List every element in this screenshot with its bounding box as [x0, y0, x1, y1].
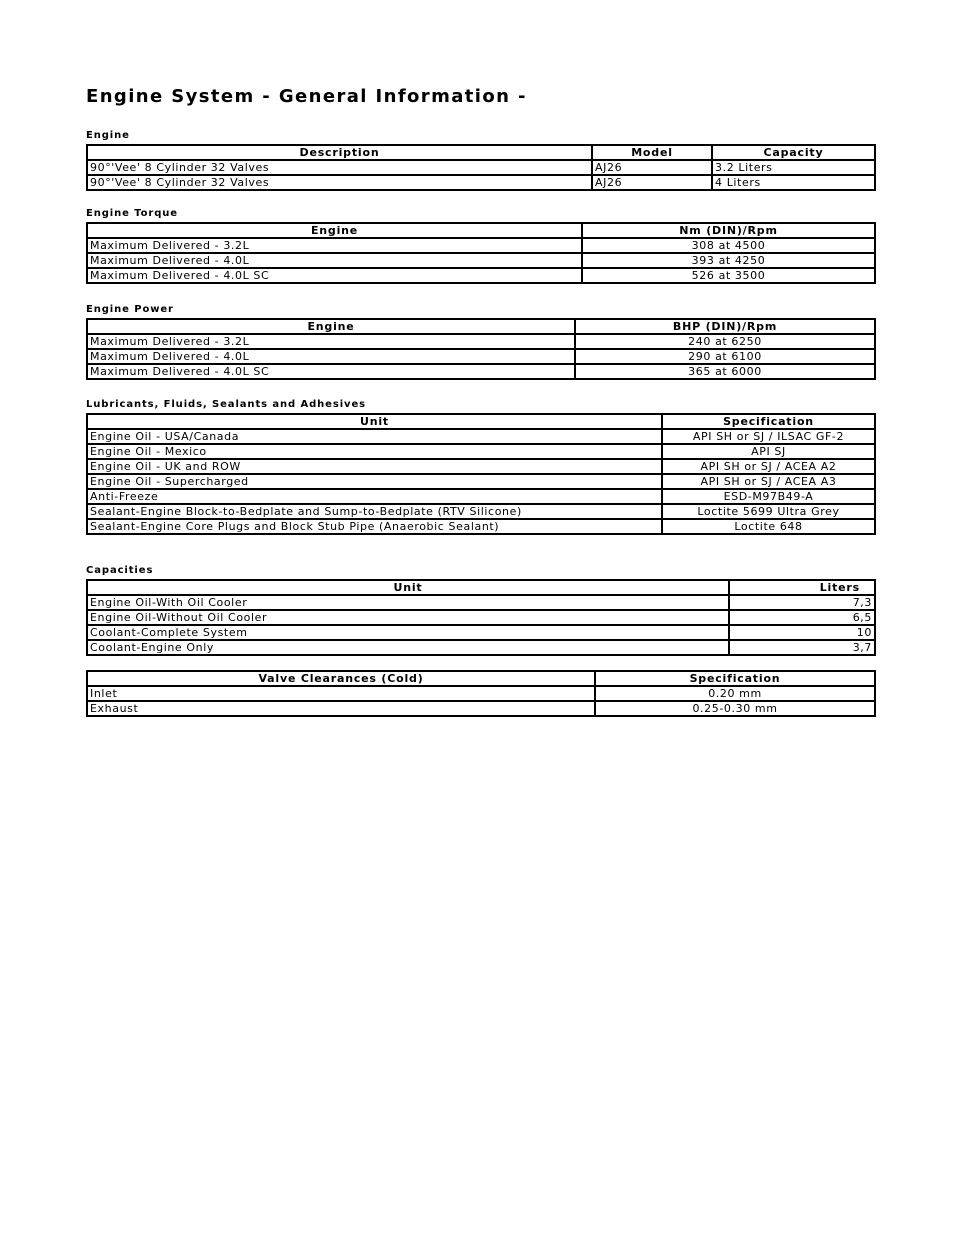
table-cell: Engine Oil-Without Oil Cooler [87, 610, 729, 625]
table-cell: 4 Liters [712, 175, 875, 190]
table-cell: API SH or SJ / ILSAC GF-2 [662, 429, 875, 444]
table-row [87, 474, 875, 489]
table-cell: Engine Oil - UK and ROW [87, 459, 662, 474]
table-row [87, 429, 875, 444]
table-row [87, 238, 875, 253]
table-row [87, 489, 875, 504]
table-cell: Engine Oil - Supercharged [87, 474, 662, 489]
column-header: Liters [729, 580, 875, 595]
table-row [87, 701, 875, 716]
table-row [87, 595, 875, 610]
valves-section [86, 670, 874, 717]
table-row [87, 504, 875, 519]
column-header: Description [87, 145, 592, 160]
table-cell: Coolant-Complete System [87, 625, 729, 640]
table-header-row [87, 414, 875, 429]
table-header-row [87, 145, 875, 160]
table-row [87, 640, 875, 655]
table-cell: 290 at 6100 [575, 349, 875, 364]
engine-section [86, 129, 874, 191]
table-cell: Anti-Freeze [87, 489, 662, 504]
lubricants-section [86, 398, 874, 535]
table-header-row [87, 580, 875, 595]
column-header: Specification [595, 671, 875, 686]
column-header: Nm (DIN)/Rpm [582, 223, 875, 238]
column-header: Model [592, 145, 712, 160]
table-cell: AJ26 [592, 175, 712, 190]
table-cell: Coolant-Engine Only [87, 640, 729, 655]
table-cell: Sealant-Engine Block-to-Bedplate and Sump-to-Bedplate (RTV Silicone) [87, 504, 662, 519]
section-label-capacities: Capacities [86, 565, 154, 576]
table-cell: Loctite 5699 Ultra Grey [662, 504, 875, 519]
valve-clearances-table [86, 670, 876, 717]
table-cell: 3,7 [729, 640, 875, 655]
capacities-section [86, 564, 874, 656]
engine-table [86, 144, 876, 191]
table-row [87, 686, 875, 701]
table-cell: Maximum Delivered - 4.0L SC [87, 364, 575, 379]
table-row [87, 625, 875, 640]
column-header: BHP (DIN)/Rpm [575, 319, 875, 334]
table-cell: API SJ [662, 444, 875, 459]
table-row [87, 334, 875, 349]
capacities-table [86, 579, 876, 656]
table-row [87, 610, 875, 625]
table-cell: Maximum Delivered - 4.0L [87, 349, 575, 364]
power-table [86, 318, 876, 380]
table-header-row [87, 319, 875, 334]
table-cell: 3.2 Liters [712, 160, 875, 175]
table-row [87, 349, 875, 364]
table-cell: Engine Oil - USA/Canada [87, 429, 662, 444]
table-row [87, 175, 875, 190]
table-cell: 365 at 6000 [575, 364, 875, 379]
page-title: Engine System - General Information - [86, 86, 527, 107]
table-cell: Loctite 648 [662, 519, 875, 534]
table-cell: AJ26 [592, 160, 712, 175]
column-header: Engine [87, 223, 582, 238]
table-cell: 0.25-0.30 mm [595, 701, 875, 716]
table-row [87, 459, 875, 474]
table-cell: 308 at 4500 [582, 238, 875, 253]
table-cell: Engine Oil - Mexico [87, 444, 662, 459]
table-cell: Maximum Delivered - 4.0L [87, 253, 582, 268]
table-cell: 7,3 [729, 595, 875, 610]
table-cell: 10 [729, 625, 875, 640]
table-cell: ESD-M97B49-A [662, 489, 875, 504]
table-cell: Engine Oil-With Oil Cooler [87, 595, 729, 610]
table-cell: Sealant-Engine Core Plugs and Block Stub Pipe (Anaerobic Sealant) [87, 519, 662, 534]
column-header: Unit [87, 414, 662, 429]
table-cell: Maximum Delivered - 3.2L [87, 238, 582, 253]
torque-section [86, 207, 874, 284]
power-section [86, 303, 874, 380]
table-row [87, 444, 875, 459]
table-header-row [87, 671, 875, 686]
section-label-engine: Engine [86, 130, 130, 141]
table-cell: Maximum Delivered - 4.0L SC [87, 268, 582, 283]
table-cell: Maximum Delivered - 3.2L [87, 334, 575, 349]
table-row [87, 364, 875, 379]
table-cell: 240 at 6250 [575, 334, 875, 349]
lubricants-table [86, 413, 876, 535]
section-label-lubricants: Lubricants, Fluids, Sealants and Adhesives [86, 399, 366, 410]
column-header: Capacity [712, 145, 875, 160]
torque-table [86, 222, 876, 284]
section-label-torque: Engine Torque [86, 208, 178, 219]
table-row [87, 268, 875, 283]
table-cell: API SH or SJ / ACEA A2 [662, 459, 875, 474]
table-cell: 6,5 [729, 610, 875, 625]
table-cell: 526 at 3500 [582, 268, 875, 283]
column-header: Valve Clearances (Cold) [87, 671, 595, 686]
table-row [87, 160, 875, 175]
table-cell: API SH or SJ / ACEA A3 [662, 474, 875, 489]
table-cell: Exhaust [87, 701, 595, 716]
column-header: Specification [662, 414, 875, 429]
table-row [87, 253, 875, 268]
column-header: Unit [87, 580, 729, 595]
table-row [87, 519, 875, 534]
column-header: Engine [87, 319, 575, 334]
table-cell: 393 at 4250 [582, 253, 875, 268]
section-label-power: Engine Power [86, 304, 174, 315]
table-cell: 90°'Vee' 8 Cylinder 32 Valves [87, 175, 592, 190]
table-cell: 0.20 mm [595, 686, 875, 701]
table-cell: 90°'Vee' 8 Cylinder 32 Valves [87, 160, 592, 175]
table-cell: Inlet [87, 686, 595, 701]
table-header-row [87, 223, 875, 238]
